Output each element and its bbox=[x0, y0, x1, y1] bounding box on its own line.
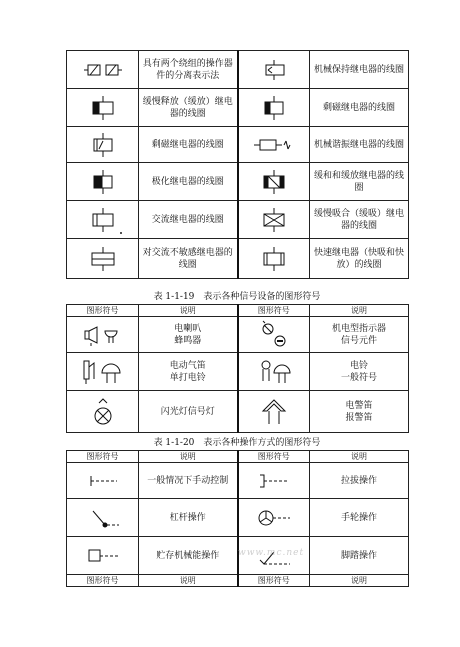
signal-device-table bbox=[66, 304, 409, 433]
table-row bbox=[67, 391, 409, 433]
table-row bbox=[67, 163, 409, 201]
electromechanical-indicator-icon bbox=[238, 317, 310, 353]
mechanical-resonance-relay-icon bbox=[238, 127, 310, 163]
table-cell: 快速继电器（快吸和快放）的线圈 bbox=[310, 239, 409, 279]
table-cell bbox=[139, 317, 238, 353]
column-footer: 说明 bbox=[310, 575, 409, 587]
flashing-lamp-icon bbox=[67, 391, 139, 433]
remanent-relay-icon bbox=[238, 89, 310, 127]
table-cell: 手轮操作 bbox=[310, 499, 409, 537]
horn-buzzer-icon bbox=[67, 317, 139, 353]
watermark: www.mc.net bbox=[238, 548, 305, 558]
table-cell bbox=[139, 391, 238, 433]
cell-line: 机电型指示器 bbox=[331, 323, 386, 334]
cell-line: 电警笛 bbox=[345, 400, 373, 411]
table-cell: 缓慢释放（缓放）继电器的线圈 bbox=[139, 89, 238, 127]
table-header-row bbox=[67, 451, 409, 463]
mechanical-latching-relay-icon bbox=[238, 51, 310, 89]
table-row bbox=[67, 353, 409, 391]
cell-line: 闪光灯信号灯 bbox=[160, 406, 215, 417]
remanent-relay-icon bbox=[67, 127, 139, 163]
column-header: 说明 bbox=[310, 305, 409, 317]
cell-line: 信号元件 bbox=[340, 335, 377, 346]
column-footer: 图形符号 bbox=[67, 575, 139, 587]
table-row bbox=[67, 127, 409, 163]
table-row bbox=[67, 499, 409, 537]
cell-line: 一般符号 bbox=[340, 372, 377, 383]
table-row bbox=[67, 201, 409, 239]
table-cell: 脚踏操作 bbox=[310, 537, 409, 575]
pneumatic-horn-bell-icon bbox=[67, 353, 139, 391]
manual-control-icon bbox=[67, 463, 139, 499]
table-cell: 具有两个绕组的操作器件的分离表示法 bbox=[139, 51, 238, 89]
slow-release-relay-icon bbox=[67, 89, 139, 127]
column-header: 说明 bbox=[310, 451, 409, 463]
table-row bbox=[67, 51, 409, 89]
column-header: 图形符号 bbox=[67, 451, 139, 463]
operation-method-table bbox=[66, 450, 409, 587]
ac-relay-icon bbox=[67, 201, 139, 239]
column-footer: 图形符号 bbox=[238, 575, 310, 587]
slow-operate-relay-icon bbox=[238, 201, 310, 239]
table-caption: 表 1-1-20 表示各种操作方式的图形符号 bbox=[153, 438, 321, 448]
cell-line: 电喇叭 bbox=[174, 323, 202, 334]
lever-operation-icon bbox=[67, 499, 139, 537]
stored-energy-operation-icon bbox=[67, 537, 139, 575]
table-cell bbox=[310, 317, 409, 353]
table-cell: 拉拔操作 bbox=[310, 463, 409, 499]
table-cell: 缓慢吸合（缓吸）继电器的线圈 bbox=[310, 201, 409, 239]
table-cell: 缓和和缓放继电器的线圈 bbox=[310, 163, 409, 201]
table-cell: 机械谐振继电器的线圈 bbox=[310, 127, 409, 163]
dot-mark bbox=[120, 232, 122, 234]
table-caption: 表 1-1-19 表示各种信号设备的图形符号 bbox=[153, 292, 321, 302]
handwheel-operation-icon bbox=[238, 499, 310, 537]
siren-icon bbox=[238, 391, 310, 433]
cell-line: 电铃 bbox=[349, 360, 368, 371]
table-cell: 贮存机械能操作 bbox=[139, 537, 238, 575]
table-footer-row bbox=[67, 575, 409, 587]
separated-winding-relay-icon bbox=[67, 51, 139, 89]
table-row bbox=[67, 463, 409, 499]
ac-insensitive-relay-icon bbox=[67, 239, 139, 279]
table-header-row bbox=[67, 305, 409, 317]
polarized-relay-icon bbox=[67, 163, 139, 201]
table-cell: 剩磁继电器的线圈 bbox=[310, 89, 409, 127]
column-header: 说明 bbox=[139, 305, 238, 317]
bell-icon bbox=[238, 353, 310, 391]
fast-relay-icon bbox=[238, 239, 310, 279]
column-header: 图形符号 bbox=[67, 305, 139, 317]
pull-operation-icon bbox=[238, 463, 310, 499]
table-cell: 杠杆操作 bbox=[139, 499, 238, 537]
table-cell: 一般情况下手动控制 bbox=[139, 463, 238, 499]
table-cell: 交流继电器的线圈 bbox=[139, 201, 238, 239]
table-cell: 机械保持继电器的线圈 bbox=[310, 51, 409, 89]
slow-operate-release-relay-icon bbox=[238, 163, 310, 201]
cell-line: 单打电铃 bbox=[169, 372, 206, 383]
relay-coil-table bbox=[66, 50, 409, 279]
cell-line: 电动气笛 bbox=[169, 360, 206, 371]
column-header: 图形符号 bbox=[238, 305, 310, 317]
column-header: 说明 bbox=[139, 451, 238, 463]
table-cell bbox=[139, 353, 238, 391]
table-cell: 极化继电器的线圈 bbox=[139, 163, 238, 201]
table-row bbox=[67, 239, 409, 279]
cell-line: 蜂鸣器 bbox=[174, 335, 202, 346]
table-cell bbox=[310, 391, 409, 433]
table-row bbox=[67, 317, 409, 353]
table-cell: 对交流不敏感继电器的线圈 bbox=[139, 239, 238, 279]
cell-line: 报警笛 bbox=[345, 412, 373, 423]
column-footer: 说明 bbox=[139, 575, 238, 587]
table-cell: 剩磁继电器的线圈 bbox=[139, 127, 238, 163]
column-header: 图形符号 bbox=[238, 451, 310, 463]
table-row bbox=[67, 89, 409, 127]
table-cell bbox=[310, 353, 409, 391]
